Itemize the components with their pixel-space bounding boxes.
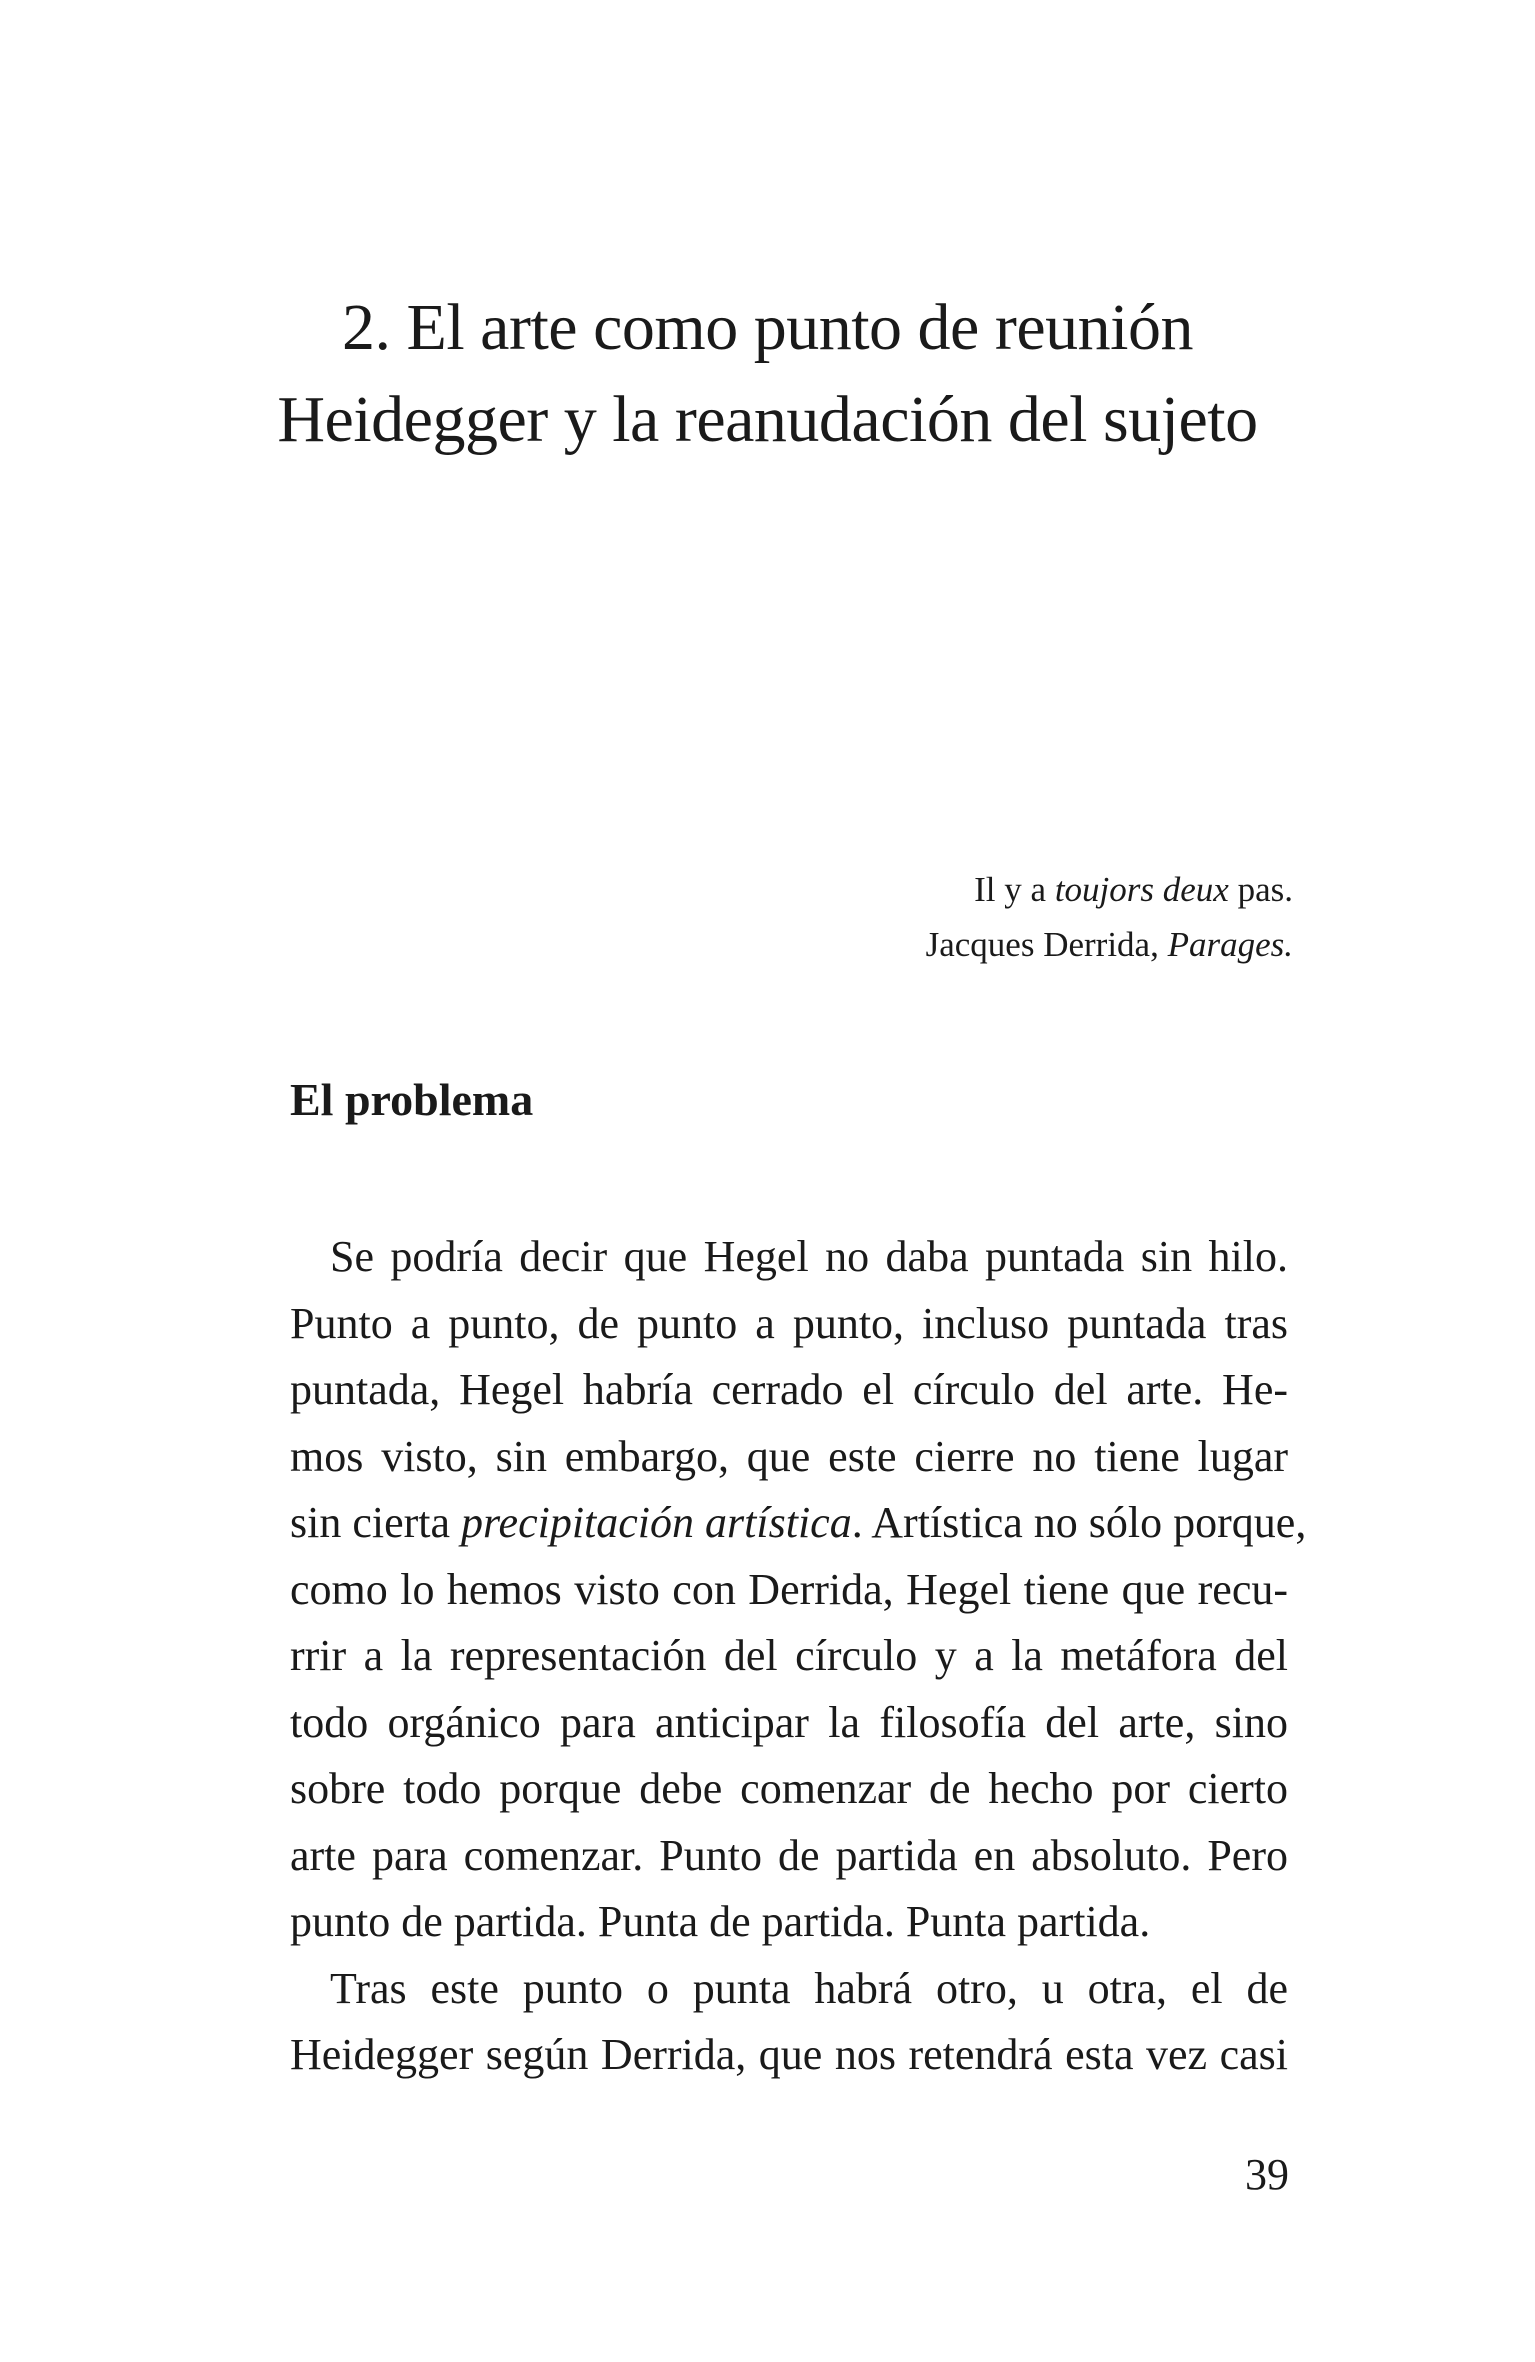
body-line: arte para comenzar. Punto de partida en absoluto. Pero bbox=[290, 1830, 1288, 1880]
chapter-title-line-2: Heidegger y la reanudación del sujeto bbox=[277, 383, 1258, 456]
epigraph-quote: Il y a toujors deux pas. bbox=[974, 870, 1293, 909]
body-line: puntada, Hegel habría cerrado el círculo del arte. He- bbox=[290, 1365, 1288, 1414]
body-line: rrir a la representación del círculo y a la metáfora del bbox=[290, 1631, 1288, 1680]
body-line: sobre todo porque debe comenzar de hecho por cierto bbox=[290, 1764, 1288, 1813]
epigraph bbox=[926, 862, 1293, 972]
body-text bbox=[290, 1224, 1307, 2089]
emphasis-italic: precipitación artística bbox=[461, 1498, 852, 1547]
body-line: todo orgánico para anticipar la filosofía del arte, sino bbox=[290, 1697, 1288, 1747]
body-line: Punto a punto, de punto a punto, incluso puntada tras bbox=[290, 1298, 1288, 1348]
section-heading: El problema bbox=[290, 1074, 534, 1125]
epigraph-attribution: Jacques Derrida, Parages. bbox=[925, 925, 1293, 964]
body-line: como lo hemos visto con Derrida, Hegel tiene que recu- bbox=[290, 1564, 1288, 1614]
body-line: sin cierta precipitación artística. Artística no sólo porque, bbox=[290, 1498, 1307, 1547]
body-line: Tras este punto o punta habrá otro, u otra, el de bbox=[330, 1963, 1288, 2013]
epigraph-quote-italic: toujors deux bbox=[1054, 870, 1229, 909]
chapter-title bbox=[200, 282, 1335, 466]
body-line: punto de partida. Punta de partida. Punta partida. bbox=[290, 1897, 1151, 1946]
body-line: Se podría decir que Hegel no daba puntada sin hilo. bbox=[330, 1232, 1288, 1281]
page-number: 39 bbox=[1245, 2150, 1289, 2199]
body-line: mos visto, sin embargo, que este cierre no tiene lugar bbox=[290, 1431, 1288, 1481]
chapter-title-line-1: 2. El arte como punto de reunión bbox=[342, 291, 1193, 364]
epigraph-source-italic: Parages. bbox=[1167, 925, 1293, 964]
body-line: Heidegger según Derrida, que nos retendrá esta vez casi bbox=[290, 2030, 1288, 2079]
